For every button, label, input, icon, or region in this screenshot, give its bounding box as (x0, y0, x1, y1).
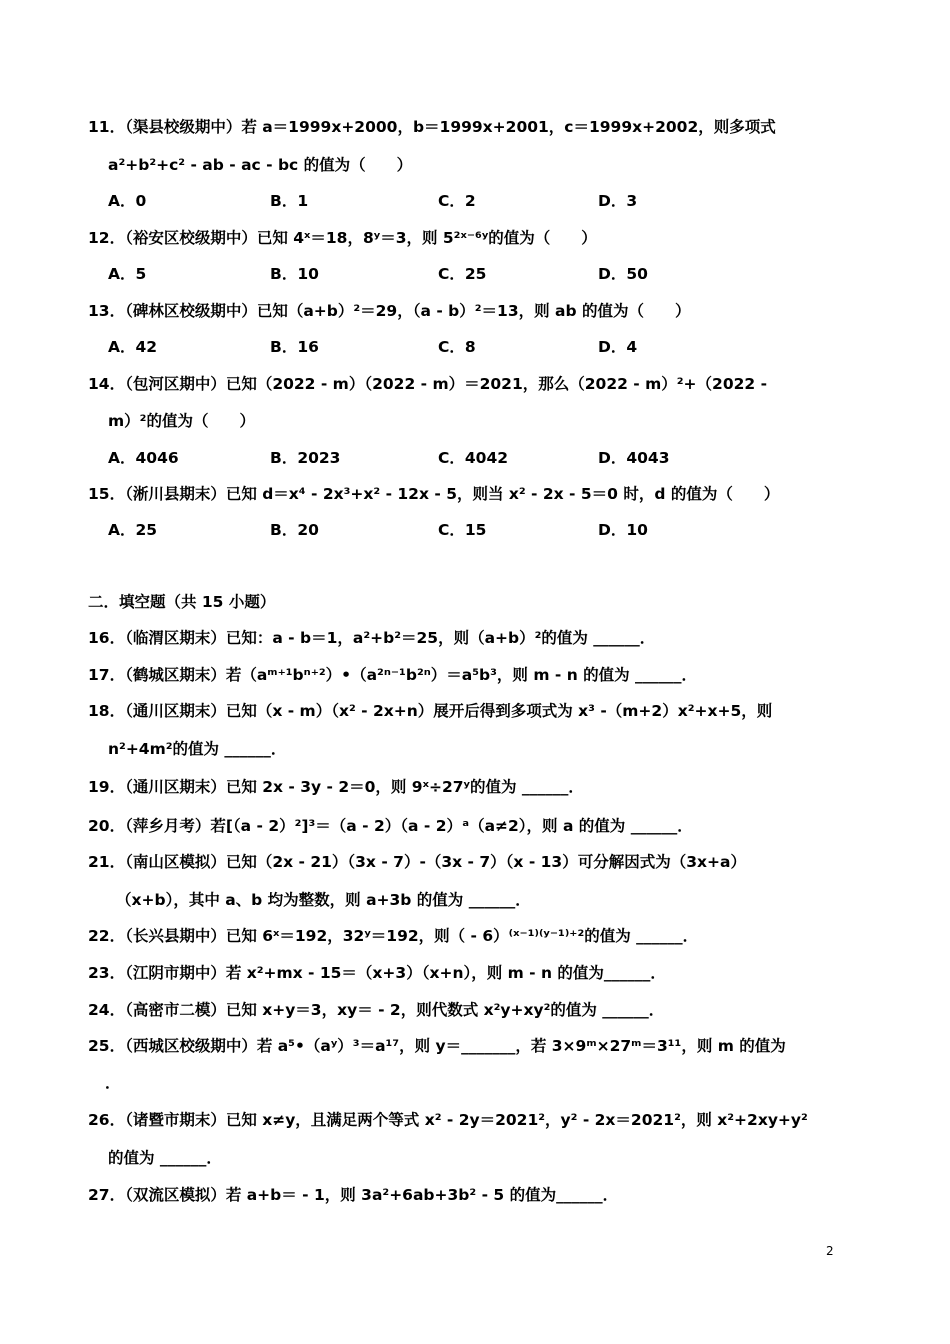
option-d: D．4 (598, 338, 638, 356)
question-11-line-1: 11．（渠县校级期中）若 a＝1999x+2000，b＝1999x+2001，c＝1999x+2002，则多项式 (88, 118, 776, 136)
question-24-line-1: 24．（高密市二模）已知 x+y＝3，xy＝ - 2，则代数式 x²y+xy²的值为 ______． (88, 1001, 665, 1019)
question-21-line-2: （x+b），其中 a、b 均为整数，则 a+3b 的值为 ______． (116, 891, 531, 909)
option-d: D．50 (598, 265, 648, 283)
question-22-line-1: 22．（长兴县期中）已知 6ˣ＝192，32ʸ＝192，则（ - 6）⁽ˣ⁻¹⁾⁽ʸ⁻¹⁾⁺²的值为 ______． (88, 927, 699, 945)
page-number: 2 (826, 1244, 834, 1258)
option-d: D．10 (598, 521, 648, 539)
question-23-line-1: 23．（江阴市期中）若 x²+mx - 15＝（x+3）（x+n），则 m - n 的值为______． (88, 964, 666, 982)
question-26-line-2: 的值为 ______． (108, 1149, 222, 1167)
option-b: B．1 (270, 192, 309, 210)
option-a: A．42 (108, 338, 158, 356)
option-c: C．25 (438, 265, 487, 283)
question-14-line-1: 14．（包河区期中）已知（2022 - m）（2022 - m）＝2021，那么（2022 - m）²+（2022 - (88, 375, 768, 393)
question-12-line-1: 12．（裕安区校级期中）已知 4ˣ＝18，8ʸ＝3，则 5²ˣ⁻⁶ʸ的值为（ ） (88, 229, 597, 247)
option-c: C．15 (438, 521, 487, 539)
question-20-line-1: 20．（萍乡月考）若[（a - 2）²]³＝（a - 2）（a - 2）ᵃ（a≠2），则 a 的值为 ______． (88, 817, 693, 835)
option-a: A．0 (108, 192, 147, 210)
option-c: C．4042 (438, 449, 509, 467)
question-21-line-1: 21．（南山区模拟）已知（2x - 21）（3x - 7）-（3x - 7）（x - 13）可分解因式为（3x+a） (88, 853, 746, 871)
option-d: D．3 (598, 192, 638, 210)
option-b: B．16 (270, 338, 319, 356)
question-26-line-1: 26．（诸暨市期末）已知 x≠y，且满足两个等式 x² - 2y＝2021²，y² - 2x＝2021²，则 x²+2xy+y² (88, 1111, 808, 1129)
question-13-line-1: 13．（碑林区校级期中）已知（a+b）²＝29，（a - b）²＝13，则 ab 的值为（ ） (88, 302, 691, 320)
option-a: A．4046 (108, 449, 179, 467)
option-c: C．2 (438, 192, 476, 210)
question-15-line-1: 15．（淅川县期末）已知 d＝x⁴ - 2x³+x² - 12x - 5，则当 x² - 2x - 5＝0 时，d 的值为（ ） (88, 485, 780, 503)
question-16-line-1: 16．（临渭区期末）已知：a - b＝1，a²+b²＝25，则（a+b）²的值为 ______． (88, 629, 656, 647)
option-b: B．2023 (270, 449, 341, 467)
question-25-line-1: 25．（西城区校级期中）若 a⁵•（aʸ）³＝a¹⁷，则 y＝_______，若 3×9ᵐ×27ᵐ＝3¹¹，则 m 的值为 (88, 1037, 786, 1055)
question-11-line-2: a²+b²+c² - ab - ac - bc 的值为（ ） (108, 156, 413, 174)
option-b: B．10 (270, 265, 319, 283)
question-18-line-2: n²+4m²的值为 ______． (108, 740, 287, 758)
option-c: C．8 (438, 338, 476, 356)
section-title: 二．填空题（共 15 小题） (88, 593, 276, 611)
option-d: D．4043 (598, 449, 670, 467)
question-27-line-1: 27．（双流区模拟）若 a+b＝ - 1，则 3a²+6ab+3b² - 5 的值为______． (88, 1186, 619, 1204)
option-a: A．5 (108, 265, 147, 283)
question-18-line-1: 18．（通川区期末）已知（x - m）（x² - 2x+n）展开后得到多项式为 x³ -（m+2）x²+x+5，则 (88, 702, 773, 720)
question-19-line-1: 19．（通川区期末）已知 2x - 3y - 2＝0，则 9ˣ÷27ʸ的值为 ______． (88, 778, 584, 796)
option-b: B．20 (270, 521, 319, 539)
question-14-line-2: m）²的值为（ ） (108, 412, 255, 430)
option-a: A．25 (108, 521, 158, 539)
question-25-line-2: ． (105, 1074, 121, 1092)
question-17-line-1: 17．（鹤城区期末）若（aᵐ⁺¹bⁿ⁺²）•（a²ⁿ⁻¹b²ⁿ）＝a⁵b³，则 m - n 的值为 ______． (88, 666, 698, 684)
